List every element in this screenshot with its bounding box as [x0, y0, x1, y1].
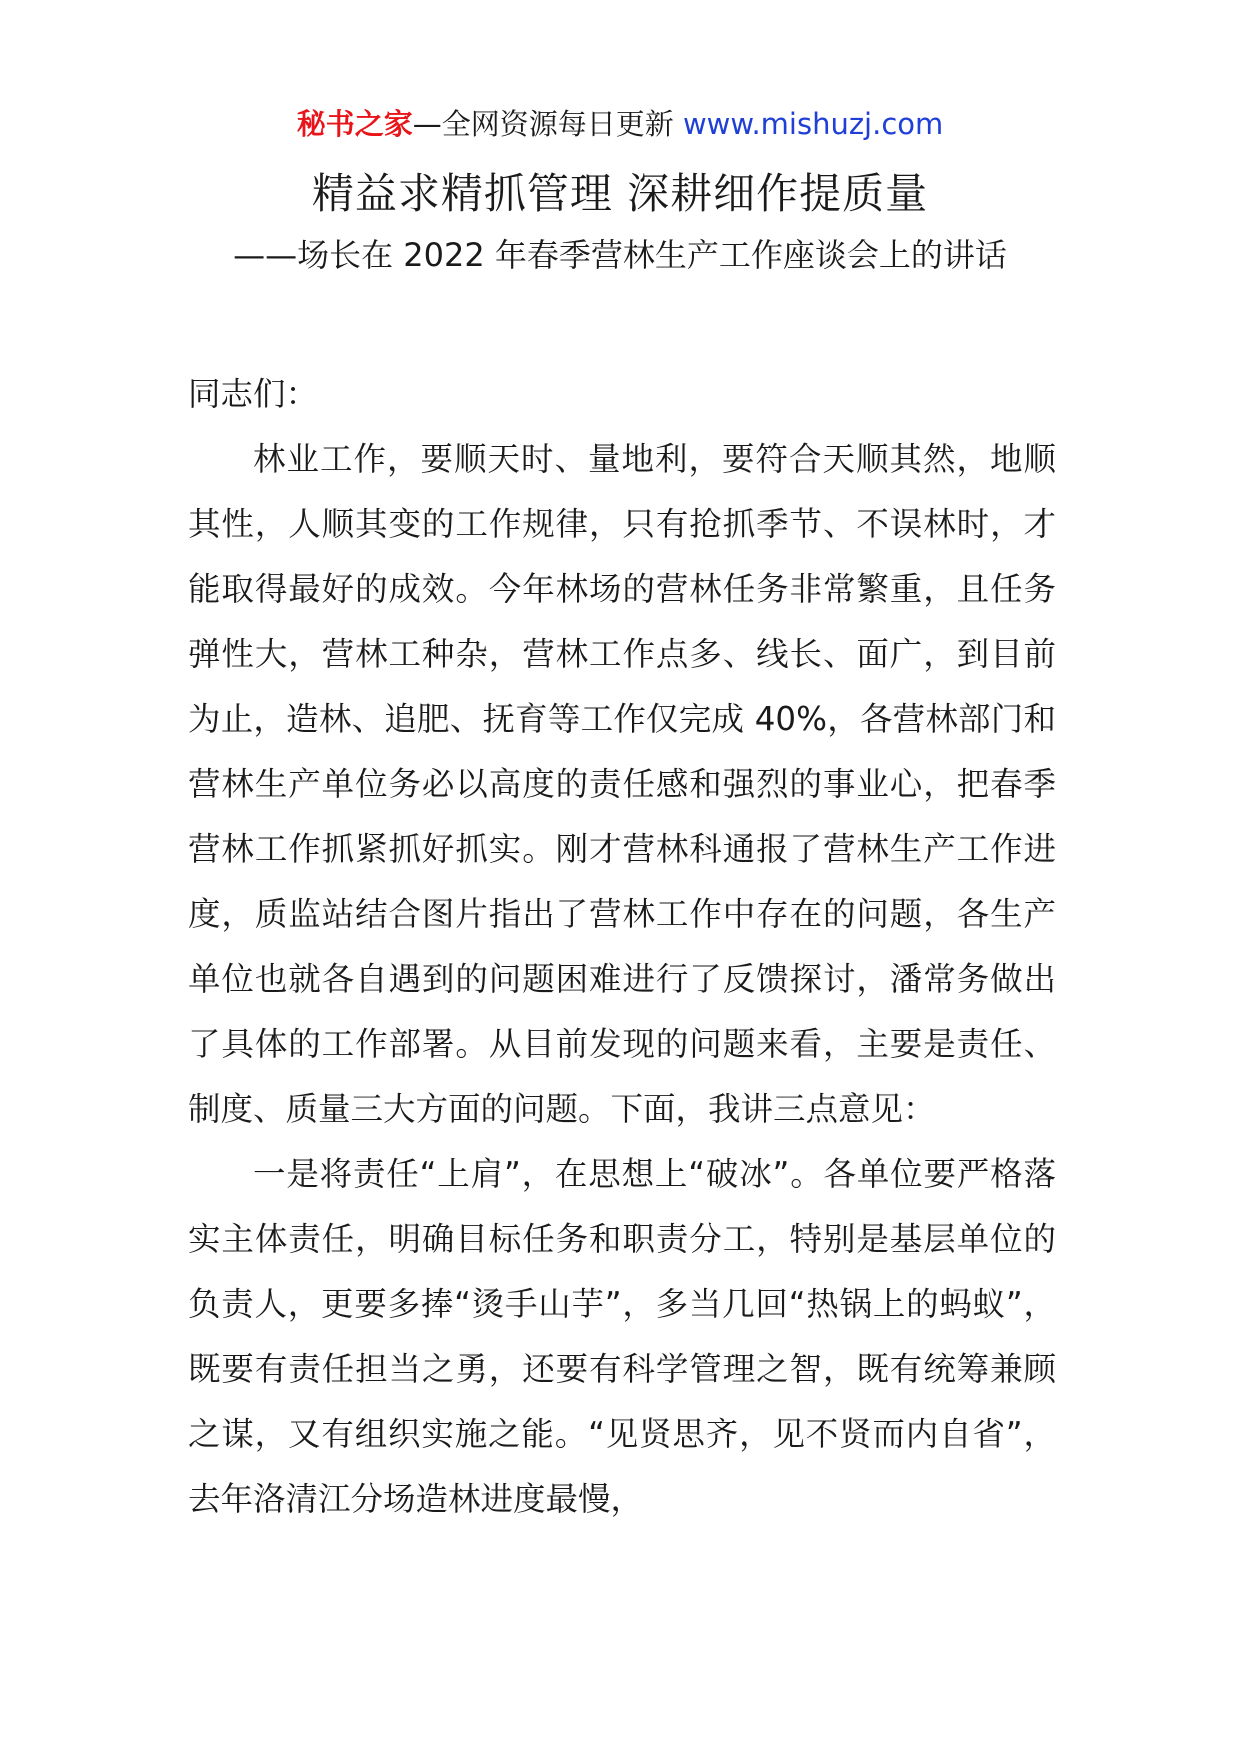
watermark-header [0, 104, 1240, 144]
watermark-url: www.mishuzj.com [682, 107, 944, 141]
document-title: 精益求精抓管理 深耕细作提质量 [311, 169, 929, 218]
salutation: 同志们： [188, 375, 319, 413]
watermark-tagline: —全网资源每日更新 [412, 107, 683, 141]
watermark-brand: 秘书之家 [296, 107, 413, 141]
paragraph-intro: 林业工作，要顺天时、量地利，要符合天顺其然，地顺其性，人顺其变的工作规律，只有抢抓季节、不误林时，才能取得最好的成效。今年林场的营林任务非常繁重，且任务弹性大，营林工种杂，营林工作点多、线长、面广，到目前为止，造林、追肥、抚育等工作仅完成 40%，各营林部门和营林生产单位务必以高度的责任感和强烈的事业心，把春季营林工作抓紧抓好抓实。刚才营林科通报了营林生产工作进度，质监站结合图片指出了营林工作中存在的问题，各生产单位也就各自遇到的问题困难进行了反馈探讨，潘常务做出了具体的工作部署。从目前发现的问题来看，主要是责任、制度、质量三大方面的问题。下面，我讲三点意见： [188, 440, 1056, 1128]
paragraph-point-one: 一是将责任“上肩”，在思想上“破冰”。各单位要严格落实主体责任，明确目标任务和职责分工，特别是基层单位的负责人，更要多捧“烫手山芋”，多当几回“热锅上的蚂蚁”，既要有责任担当之勇，还要有科学管理之智，既有统筹兼顾之谋，又有组织实施之能。“见贤思齐，见不贤而内自省”，去年洛清江分场造林进度最慢， [188, 1155, 1056, 1518]
document-subtitle: ——场长在 2022 年春季营林生产工作座谈会上的讲话 [233, 236, 1007, 274]
document-body [188, 362, 1056, 1532]
